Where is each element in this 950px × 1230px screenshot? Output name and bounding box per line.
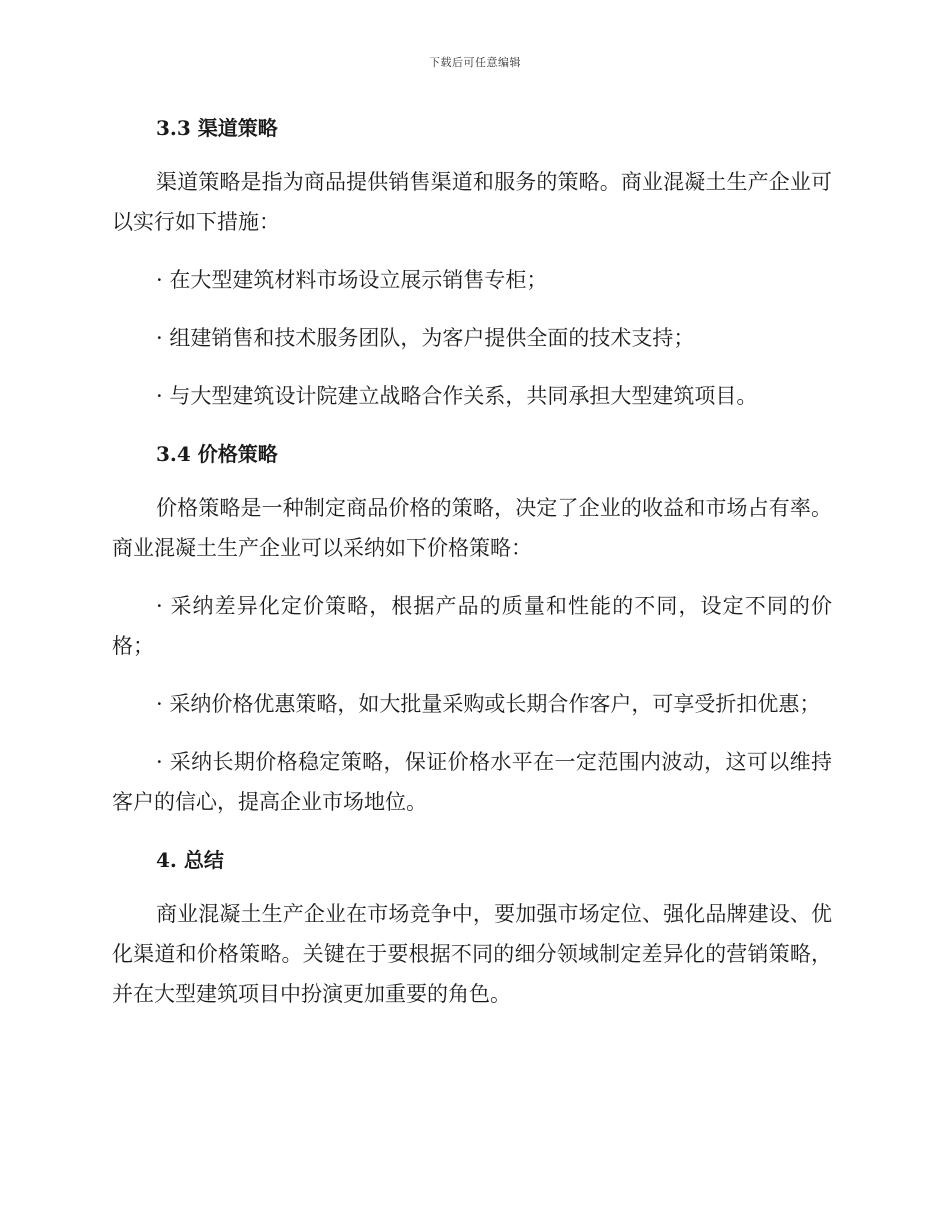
section-3-3-item-3: · 与大型建筑设计院建立战略合作关系，共同承担大型建筑项目。 [156, 384, 758, 408]
page-header: 下载后可任意编辑 [429, 56, 521, 69]
section-3-3-item-1: · 在大型建筑材料市场设立展示销售专柜； [156, 268, 548, 292]
section-4-body: 商业混凝土生产企业在市场竞争中，要加强市场定位、强化品牌建设、优化渠道和价格策略。关键在于要根据不同的细分领域制定差异化的营销策略，并在大型建筑项目中扮演更加重要的角色。 [112, 902, 832, 1006]
section-3-3-item-2: · 组建销售和技术服务团队，为客户提供全面的技术支持； [156, 326, 695, 350]
section-3-4-item-1: · 采纳差异化定价策略，根据产品的质量和性能的不同，设定不同的价格； [112, 594, 832, 658]
section-heading-3-4: 3.4 价格策略 [156, 442, 278, 466]
section-3-4-item-2: · 采纳价格优惠策略，如大批量采购或长期合作客户，可享受折扣优惠； [156, 692, 821, 716]
section-3-4-item-3: · 采纳长期价格稳定策略，保证价格水平在一定范围内波动，这可以维持客户的信心，提高企业市场地位。 [112, 750, 832, 814]
section-heading-3-3: 3.3 渠道策略 [156, 116, 278, 140]
section-3-3-intro: 渠道策略是指为商品提供销售渠道和服务的策略。商业混凝土生产企业可以实行如下措施： [112, 170, 832, 234]
section-3-4-intro: 价格策略是一种制定商品价格的策略，决定了企业的收益和市场占有率。商业混凝土生产企业可以采纳如下价格策略： [112, 496, 832, 560]
document-body [112, 108, 832, 1014]
section-heading-4: 4. 总结 [156, 848, 224, 872]
